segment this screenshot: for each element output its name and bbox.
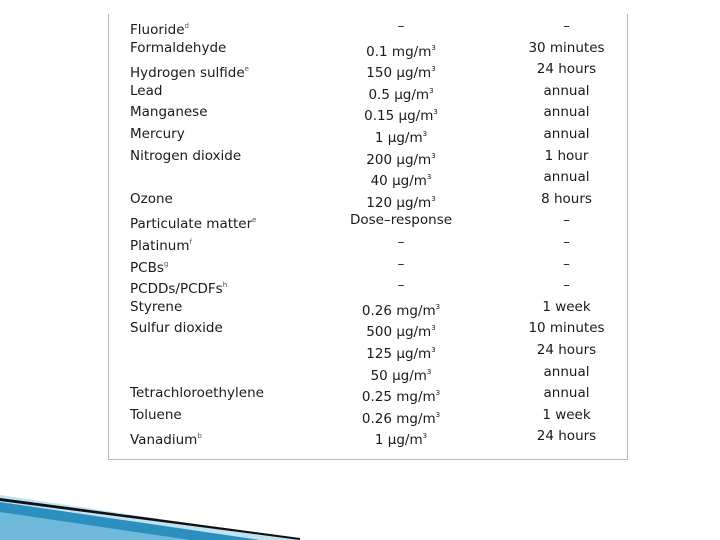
averaging-time: annual: [543, 363, 590, 380]
table-row: [109, 340, 627, 361]
pollutant-name: Vanadium$^b$: [130, 432, 202, 449]
averaging-time: 24 hours: [536, 428, 597, 445]
averaging-time: 30 minutes: [528, 39, 605, 56]
unit-exponent: 3: [431, 194, 436, 203]
table-row: [109, 167, 627, 188]
unit-exponent: 3: [435, 389, 441, 398]
unit-exponent: 3: [426, 367, 432, 376]
footnote-marker: e: [252, 216, 257, 225]
air-quality-guideline-table: [108, 14, 628, 460]
guideline-value: 0.1 $mg/m^3$: [366, 43, 436, 60]
guideline-value: 0.15 $\mu g/m^3$: [364, 108, 438, 125]
pollutant-name: Nitrogen dioxide: [130, 147, 242, 164]
averaging-time: –: [563, 277, 570, 294]
unit-exponent: 3: [431, 346, 436, 354]
unit-exponent: 3: [431, 324, 436, 333]
guideline-value: 40 $\mu g/m^3$: [370, 173, 432, 190]
averaging-time: annual: [543, 385, 590, 402]
averaging-time: 24 hours: [536, 61, 597, 78]
table-row: [109, 146, 627, 167]
unit-exponent: 3: [422, 130, 428, 138]
guideline-value: 0.5 $\mu g/m^3$: [368, 86, 434, 103]
averaging-time: –: [563, 18, 570, 34]
table-row: [109, 38, 627, 59]
unit-exponent: 3: [429, 86, 434, 95]
unit-exponent: 3: [433, 108, 438, 117]
unit-exponent: 3: [422, 432, 428, 441]
averaging-time: annual: [543, 104, 590, 121]
guideline-value: 0.26 $mg/m^3$: [361, 410, 441, 427]
table-row: [109, 275, 627, 296]
unit-exponent: 3: [435, 302, 441, 311]
averaging-time: –: [563, 234, 570, 250]
pollutant-name: Mercury: [130, 126, 185, 142]
averaging-time: –: [563, 255, 570, 272]
unit-exponent: 3: [431, 151, 436, 160]
table-row: [109, 102, 627, 123]
guideline-value: 120 $\mu g/m^3$: [366, 194, 436, 211]
table-row: [109, 81, 627, 102]
table-row: [109, 189, 627, 210]
footnote-marker: f: [189, 238, 192, 246]
guideline-value: –: [397, 18, 405, 34]
pollutant-name: Particulate matter$^e$: [130, 216, 257, 233]
unit-exponent: 3: [435, 410, 441, 419]
pollutant-name: Sulfur dioxide: [130, 320, 223, 337]
pollutant-name: Styrene: [130, 298, 183, 315]
footnote-marker: g: [163, 259, 169, 268]
averaging-time: annual: [543, 169, 590, 186]
pollutant-name: Hydrogen sulfide$^e$: [130, 65, 249, 82]
table-row: [109, 254, 627, 275]
unit-exponent: 3: [426, 173, 432, 182]
averaging-time: –: [563, 212, 570, 229]
footnote-marker: d: [184, 22, 189, 30]
averaging-time: 1 hour: [544, 147, 589, 164]
pollutant-name: Tetrachloroethylene: [130, 385, 264, 402]
guideline-value: Dose–response: [349, 212, 453, 229]
pollutant-name: Manganese: [130, 104, 208, 121]
table-row: [109, 318, 627, 339]
guideline-value: 0.26 $mg/m^3$: [361, 302, 441, 319]
guideline-value: 0.25 $mg/m^3$: [361, 389, 441, 406]
footnote-marker: b: [197, 432, 202, 441]
table-row: [109, 232, 627, 253]
guideline-value: 200 $\mu g/m^3$: [366, 151, 436, 168]
footnote-marker: h: [222, 281, 228, 290]
averaging-time: annual: [543, 82, 590, 99]
unit-exponent: 3: [431, 65, 436, 74]
pollutant-name: PCDDs/PCDFs$^h$: [130, 281, 228, 298]
pollutant-name: Fluoride$^d$: [130, 22, 189, 38]
guideline-value: 1 $\mu g/m^3$: [374, 130, 428, 146]
table-row: [109, 405, 627, 426]
guideline-value: 1 $\mu g/m^3$: [374, 432, 428, 449]
pollutant-name: Toluene: [130, 406, 182, 423]
pollutant-name: Lead: [130, 82, 163, 99]
averaging-time: 1 week: [542, 298, 591, 315]
guideline-value: 50 $\mu g/m^3$: [370, 367, 432, 384]
guideline-value: –: [397, 277, 405, 294]
pollutant-name: Formaldehyde: [130, 39, 227, 56]
table-row: [109, 383, 627, 404]
slide-corner-decoration: [0, 450, 300, 540]
table-row: [109, 362, 627, 383]
averaging-time: 8 hours: [541, 190, 592, 207]
pollutant-name: Ozone: [130, 190, 173, 207]
guideline-value: 150 $\mu g/m^3$: [366, 65, 436, 82]
table-row: [109, 124, 627, 145]
guideline-value: 500 $\mu g/m^3$: [366, 324, 436, 341]
footnote-marker: e: [244, 65, 249, 74]
guideline-value: –: [397, 234, 405, 250]
table-row: [109, 16, 627, 37]
pollutant-name: Platinum$^f$: [130, 238, 192, 254]
averaging-time: 24 hours: [536, 342, 597, 358]
guideline-value: 125 $\mu g/m^3$: [366, 346, 436, 362]
table-row: [109, 210, 627, 231]
table-row: [109, 59, 627, 80]
averaging-time: 1 week: [542, 406, 591, 423]
table-row: [109, 297, 627, 318]
averaging-time: 10 minutes: [528, 320, 605, 337]
table-row: [109, 426, 627, 447]
guideline-value: –: [397, 255, 405, 272]
pollutant-name: PCBs$^g$: [130, 259, 169, 276]
unit-exponent: 3: [431, 43, 436, 52]
averaging-time: annual: [543, 126, 590, 142]
